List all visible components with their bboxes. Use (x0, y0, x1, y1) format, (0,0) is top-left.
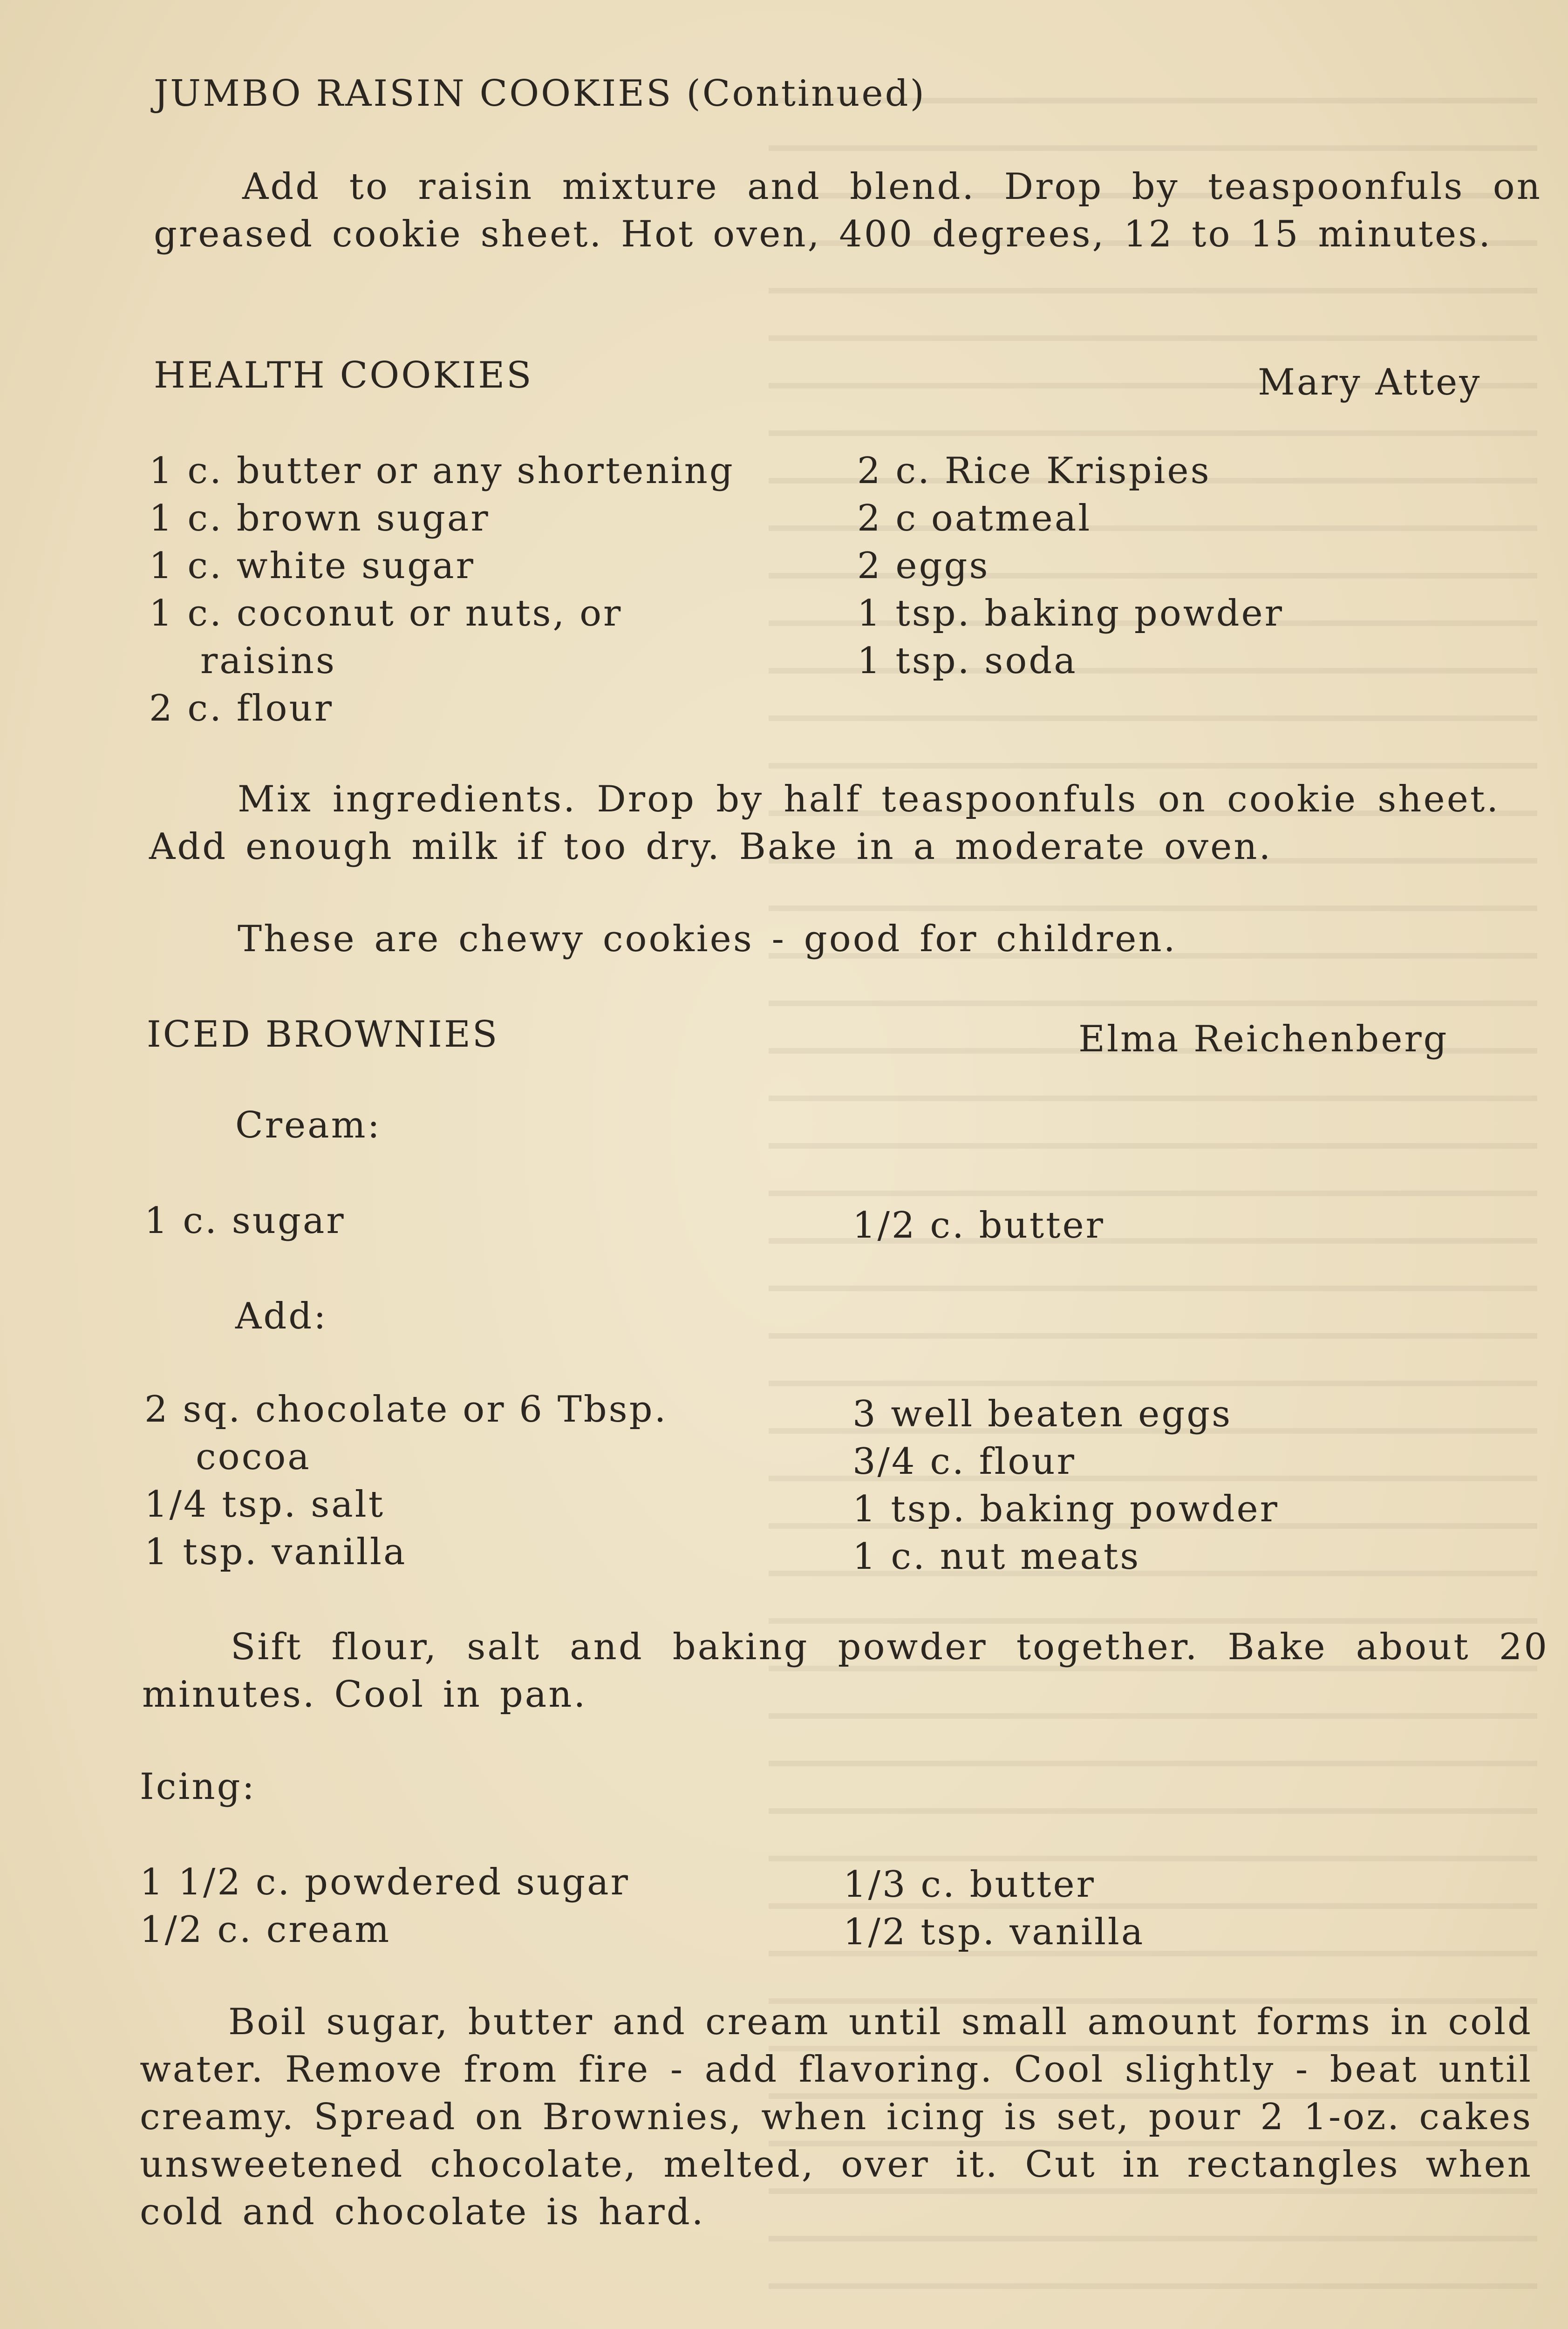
ingredient: 1/3 c. butter (843, 1864, 1096, 1906)
ingredient: raisins (200, 640, 336, 682)
icing-ingredients-left (140, 1859, 630, 1954)
jumbo-text: Add to raisin mixture and blend. Drop by teaspoonfuls on greased cookie sheet. Hot oven, 400 degrees, 12 to 15 minutes. (154, 166, 1542, 255)
ingredient: 1 c. brown sugar (149, 497, 490, 539)
health-note: These are chewy cookies - good for children. (238, 918, 1177, 960)
ingredient: 1 tsp. baking powder (852, 1488, 1279, 1530)
ingredient: 1 1/2 c. powdered sugar (140, 1861, 630, 1903)
ingredient: 1 c. white sugar (149, 545, 475, 587)
ingredient: 2 c. flour (149, 688, 334, 729)
cream-ingredient-right: 1/2 c. butter (852, 1205, 1105, 1246)
icing-ingredients-right (843, 1861, 1145, 1956)
ingredient: 1 c. butter or any shortening (149, 450, 735, 492)
ingredient: 2 sq. chocolate or 6 Tbsp. (144, 1389, 668, 1430)
icing-method: Boil sugar, butter and cream until small amount forms in cold water. Remove from fire - add flavoring. Cool slightly - beat until creamy. Spread on Brownies, when icing is set, pour 2 1-oz. cakes unsweetened chocolate, melted, over it. Cut in rectangles when cold and chocolate is hard. (140, 2001, 1533, 2233)
health-ingredients-right (857, 447, 1284, 685)
ingredient: 1/2 c. cream (140, 1909, 391, 1951)
brownies-method: Sift flour, salt and baking powder together. Bake about 20 minutes. Cool in pan. (142, 1626, 1549, 1716)
ingredient: cocoa (196, 1436, 311, 1478)
ingredient: 1/2 tsp. vanilla (843, 1911, 1145, 1953)
brownies-title: ICED BROWNIES (147, 1014, 499, 1056)
cream-label: Cream: (235, 1104, 382, 1146)
brownies-add-right (852, 1390, 1279, 1580)
health-title: HEALTH COOKIES (154, 354, 533, 396)
ingredient: 2 c. Rice Krispies (857, 450, 1211, 492)
ingredient: 1 tsp. soda (857, 640, 1077, 682)
ingredient: 1 c. nut meats (852, 1536, 1141, 1578)
health-author: Mary Attey (1258, 361, 1482, 403)
ingredient: 1 c. coconut or nuts, or (149, 592, 623, 634)
ingredient: 2 eggs (857, 545, 990, 587)
jumbo-heading: JUMBO RAISIN COOKIES (Continued) (154, 73, 926, 115)
ingredient: 1 tsp. vanilla (144, 1531, 407, 1573)
health-ingredients-left (149, 447, 735, 732)
brownies-author: Elma Reichenberg (1078, 1018, 1449, 1060)
add-label: Add: (235, 1295, 328, 1337)
ingredient: 3 well beaten eggs (852, 1393, 1233, 1435)
cream-ingredient-left: 1 c. sugar (144, 1200, 346, 1242)
brownies-add-left (144, 1386, 668, 1576)
ingredient: 3/4 c. flour (852, 1441, 1076, 1483)
ingredient: 1/4 tsp. salt (144, 1484, 385, 1525)
bleed-through-texture (769, 70, 1537, 2329)
ingredient: 1 tsp. baking powder (857, 592, 1284, 634)
icing-label: Icing: (140, 1766, 256, 1808)
ingredient: 2 c oatmeal (857, 497, 1092, 539)
health-method: Mix ingredients. Drop by half teaspoonfuls on cookie sheet. Add enough milk if too dry. Bake in a moderate oven. (149, 778, 1500, 868)
